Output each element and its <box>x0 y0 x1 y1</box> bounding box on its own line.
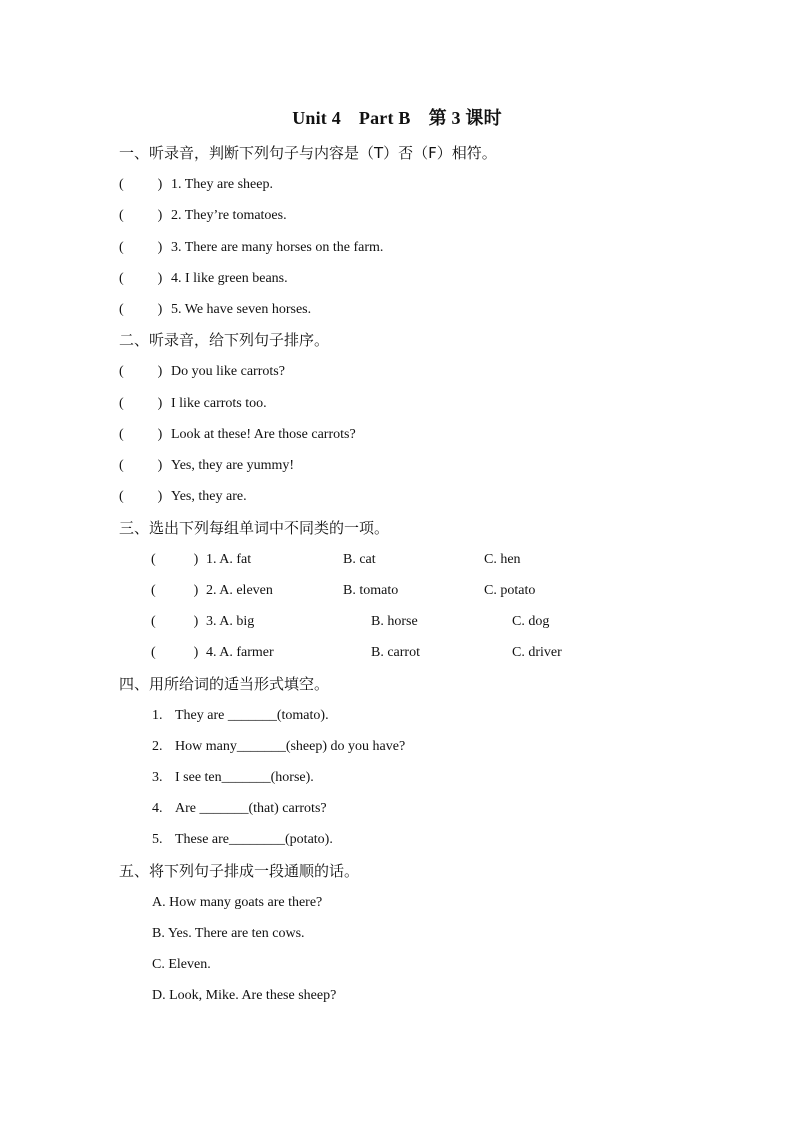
s2-item-3: ( ) Look at these! Are those carrots? <box>119 427 356 442</box>
s1-item-5: ( ) 5. We have seven horses. <box>119 302 312 317</box>
s3-item-3-c: C. dog <box>512 614 550 629</box>
s1-item-1: ( ) 1. They are sheep. <box>119 177 273 192</box>
s3-item-1-b: B. cat <box>343 552 376 567</box>
s4-item-1: 1. They are _______(tomato). <box>152 708 329 723</box>
section-4-heading: 四、用所给词的适当形式填空。 <box>119 675 330 693</box>
s3-item-4: ( ) 4. A. farmer <box>151 645 274 660</box>
s4-item-5: 5. These are________(potato). <box>152 832 333 847</box>
title-lesson: 第 3 课时 <box>428 108 502 128</box>
s3-item-1: ( ) 1. A. fat <box>151 552 252 567</box>
s3-item-3-b: B. horse <box>371 614 418 629</box>
title-unit: Unit 4 <box>292 108 341 128</box>
s3-item-4-c: C. driver <box>512 645 562 660</box>
section-2-heading: 二、听录音，给下列句子排序。 <box>119 331 330 349</box>
s5-item-c: C. Eleven. <box>152 957 211 972</box>
s4-item-2: 2. How many_______(sheep) do you have? <box>152 739 406 754</box>
s3-item-3: ( ) 3. A. big <box>151 614 255 629</box>
s2-item-4: ( ) Yes, they are yummy! <box>119 458 295 473</box>
section-3-heading: 三、选出下列每组单词中不同类的一项。 <box>119 519 390 537</box>
s1-item-2: ( ) 2. They’re tomatoes. <box>119 208 287 223</box>
s2-item-1: ( ) Do you like carrots? <box>119 364 285 379</box>
s4-item-3: 3. I see ten_______(horse). <box>152 770 314 785</box>
s3-item-2: ( ) 2. A. eleven <box>151 583 273 598</box>
s5-item-d: D. Look, Mike. Are these sheep? <box>152 988 337 1003</box>
s5-item-b: B. Yes. There are ten cows. <box>152 926 305 941</box>
s3-item-2-c: C. potato <box>484 583 536 598</box>
s3-item-2-b: B. tomato <box>343 583 399 598</box>
s4-item-4: 4. Are _______(that) carrots? <box>152 801 327 816</box>
section-1-heading: 一、听录音，判断下列句子与内容是（T）否（F）相符。 <box>119 144 497 162</box>
s5-item-a: A. How many goats are there? <box>152 895 323 910</box>
s3-item-4-b: B. carrot <box>371 645 420 660</box>
title-part: Part B <box>358 108 411 128</box>
s1-item-4: ( ) 4. I like green beans. <box>119 271 288 286</box>
s2-item-5: ( ) Yes, they are. <box>119 489 247 504</box>
s2-item-2: ( ) I like carrots too. <box>119 396 267 411</box>
page-title <box>0 104 794 130</box>
s3-item-1-c: C. hen <box>484 552 521 567</box>
s1-item-3: ( ) 3. There are many horses on the farm. <box>119 240 384 255</box>
section-5-heading: 五、将下列句子排成一段通顺的话。 <box>119 862 360 880</box>
